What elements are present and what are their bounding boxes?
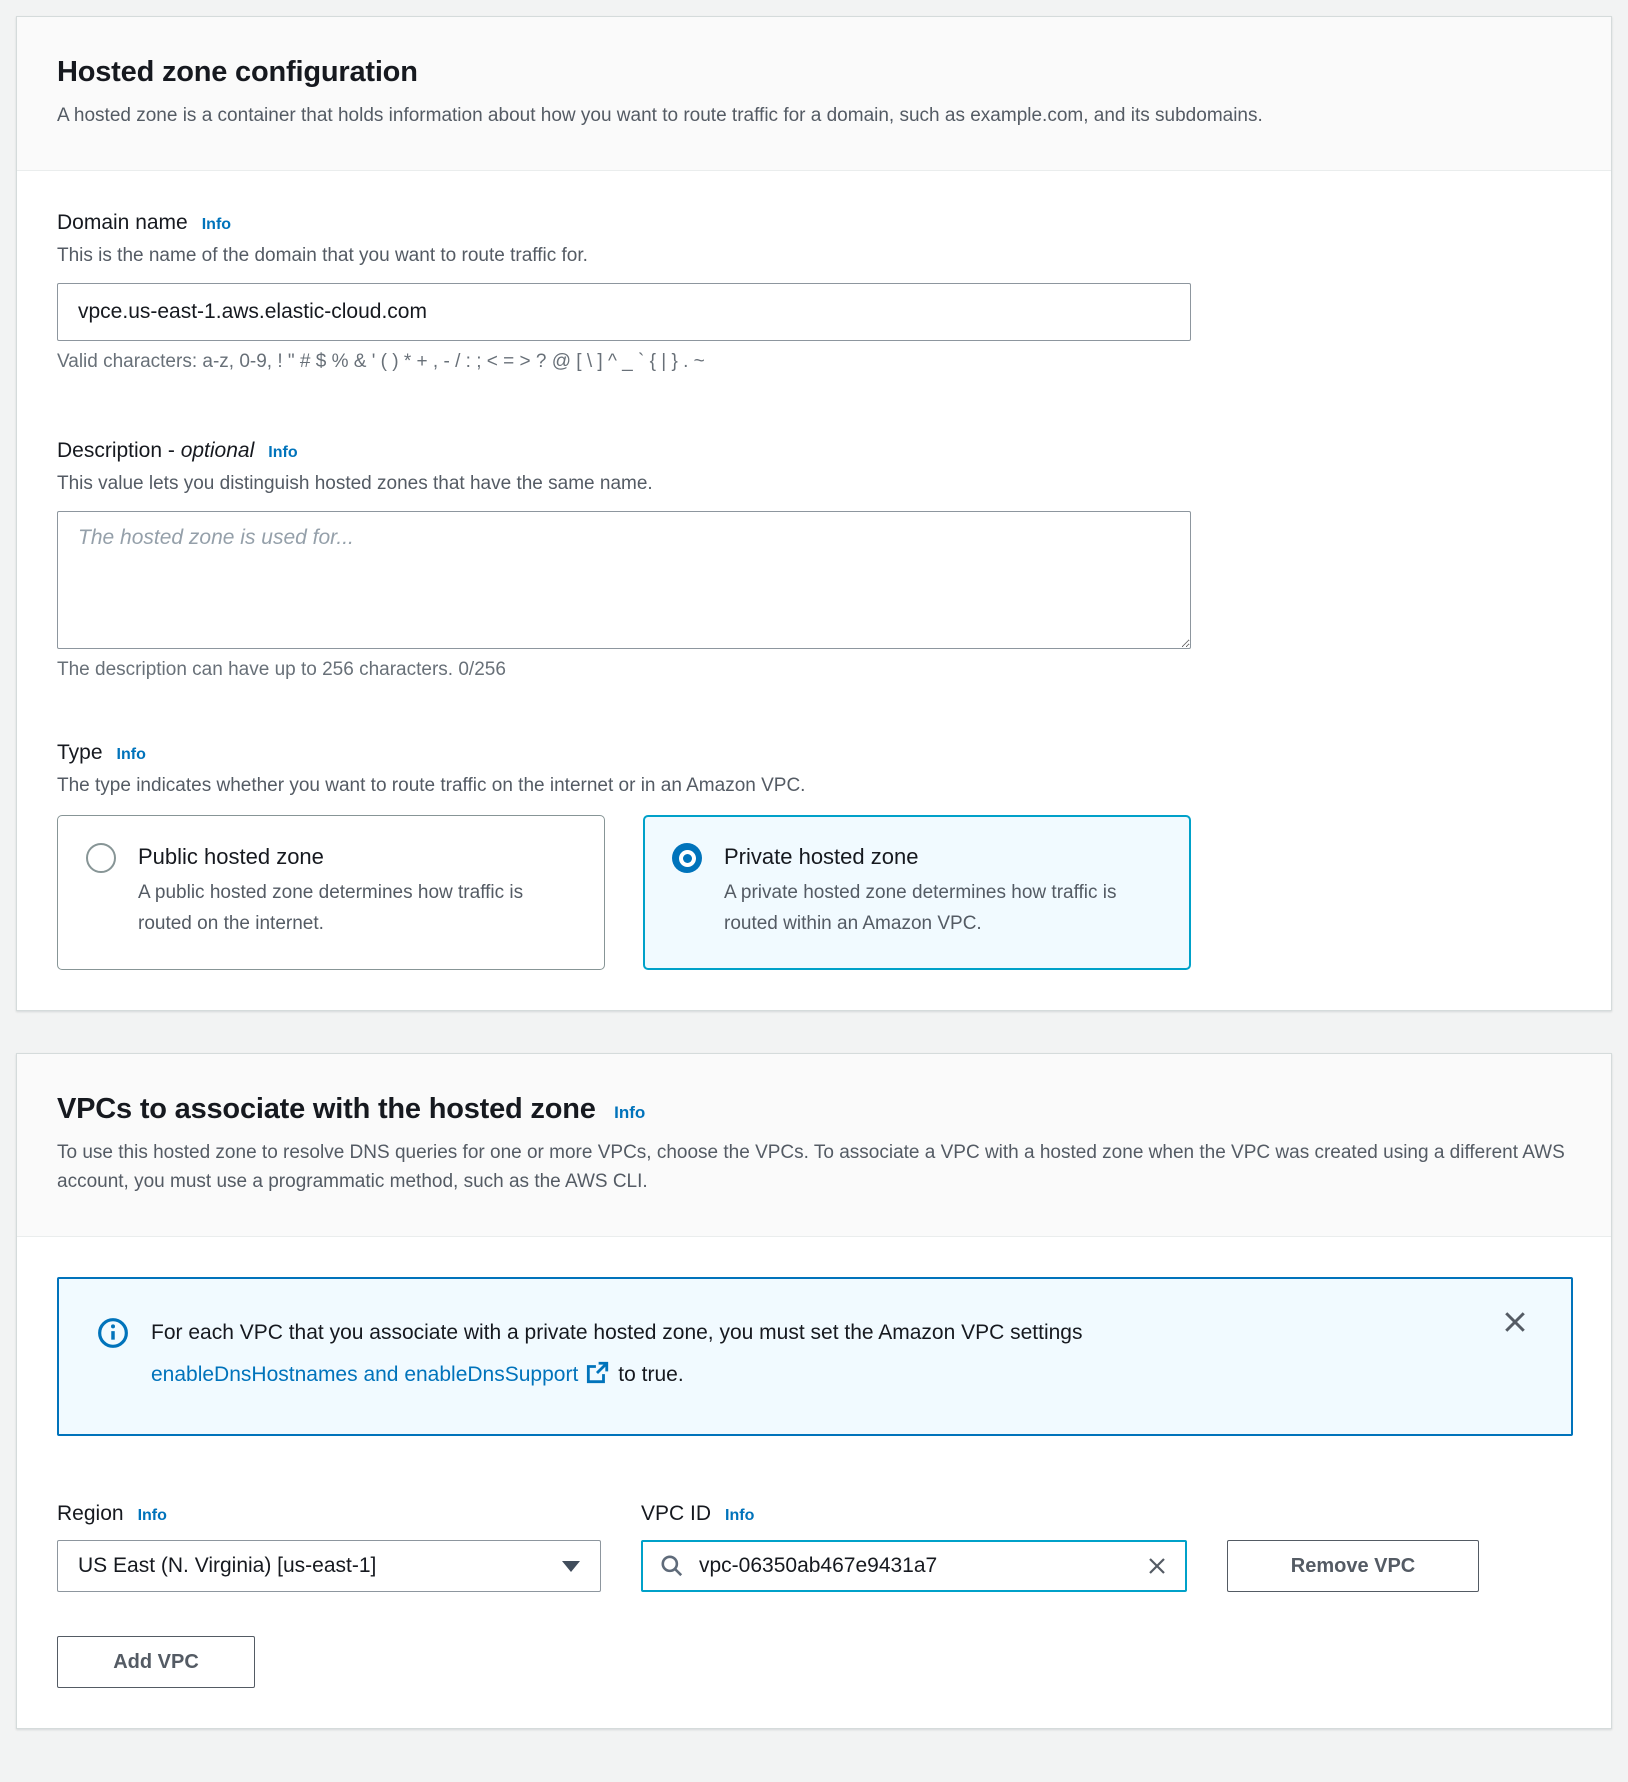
hosted-zone-card-body bbox=[17, 171, 1611, 1010]
tile-private-description: A private hosted zone determines how traffic is routed within an Amazon VPC. bbox=[724, 882, 1117, 934]
external-link-icon bbox=[584, 1368, 610, 1391]
vpcs-associate-card bbox=[16, 1053, 1612, 1729]
tile-private-hosted-zone[interactable] bbox=[643, 815, 1191, 970]
tile-private-title: Private hosted zone bbox=[724, 844, 919, 869]
hosted-zone-card-title: Hosted zone configuration bbox=[57, 56, 418, 88]
domain-name-hint: This is the name of the domain that you want to route traffic for. bbox=[57, 245, 588, 266]
banner-suffix: to true. bbox=[618, 1363, 684, 1386]
info-circle-icon bbox=[97, 1317, 129, 1401]
region-selected-value: US East (N. Virginia) [us-east-1] bbox=[78, 1554, 377, 1577]
remove-vpc-button[interactable]: Remove VPC bbox=[1227, 1540, 1479, 1592]
description-label: Description - optional bbox=[57, 439, 255, 462]
domain-name-constraint: Valid characters: a-z, 0-9, ! " # $ % & ' ( ) * + , - / : ; < = > ? @ [ \ ] ^ _ ` { | } . ~ bbox=[57, 351, 705, 372]
description-textarea[interactable] bbox=[57, 511, 1191, 649]
vpc-id-search-box bbox=[641, 1540, 1187, 1592]
description-info-link[interactable]: Info bbox=[268, 444, 298, 461]
chevron-down-icon bbox=[562, 1561, 580, 1572]
region-field bbox=[57, 1502, 601, 1592]
type-label: Type bbox=[57, 741, 103, 764]
banner-line1: For each VPC that you associate with a private hosted zone, you must set the Amazon VPC settings bbox=[151, 1321, 1083, 1344]
hosted-zone-card-header bbox=[17, 17, 1611, 171]
description-constraint: The description can have up to 256 characters. 0/256 bbox=[57, 659, 506, 680]
vpc-id-label: VPC ID bbox=[641, 1502, 712, 1525]
hosted-zone-card-description: A hosted zone is a container that holds information about how you want to route traffic for a domain, such as example.com, and its subdomains. bbox=[57, 105, 1263, 126]
radio-private-hosted-zone[interactable] bbox=[672, 843, 702, 873]
type-info-link[interactable]: Info bbox=[116, 746, 146, 763]
vpc-id-field bbox=[641, 1502, 1187, 1592]
search-icon bbox=[659, 1553, 685, 1579]
domain-name-info-link[interactable]: Info bbox=[201, 216, 232, 233]
type-hint: The type indicates whether you want to route traffic on the internet or in an Amazon VPC. bbox=[57, 775, 806, 796]
tile-public-description: A public hosted zone determines how traffic is routed on the internet. bbox=[138, 882, 524, 934]
region-label: Region bbox=[57, 1502, 124, 1525]
hosted-zone-configuration-card bbox=[16, 16, 1612, 1011]
vpc-id-input[interactable] bbox=[699, 1554, 1131, 1578]
radio-public-hosted-zone[interactable] bbox=[86, 843, 116, 873]
vpc-card-body bbox=[17, 1237, 1611, 1728]
type-field bbox=[57, 741, 1571, 970]
description-field bbox=[57, 439, 1571, 683]
tile-public-title: Public hosted zone bbox=[138, 844, 324, 869]
vpc-card-info-link[interactable]: Info bbox=[614, 1103, 646, 1122]
banner-text bbox=[151, 1312, 1083, 1401]
vpc-association-row bbox=[57, 1502, 1571, 1592]
tile-public-hosted-zone[interactable] bbox=[57, 815, 605, 970]
add-vpc-button[interactable]: Add VPC bbox=[57, 1636, 255, 1688]
close-icon[interactable] bbox=[1499, 1307, 1531, 1339]
region-info-link[interactable]: Info bbox=[137, 1507, 167, 1524]
description-hint: This value lets you distinguish hosted zones that have the same name. bbox=[57, 473, 653, 494]
info-banner bbox=[57, 1277, 1573, 1436]
type-tiles bbox=[57, 815, 1571, 970]
vpc-card-description: To use this hosted zone to resolve DNS queries for one or more VPCs, choose the VPCs. To associate a VPC with a hosted zone when the VPC was created using a different AWS account, you must use a programmatic method, such as the AWS CLI. bbox=[57, 1142, 1565, 1192]
banner-dns-settings-link[interactable]: enableDnsHostnames and enableDnsSupport bbox=[151, 1363, 579, 1386]
vpc-id-info-link[interactable]: Info bbox=[725, 1507, 755, 1524]
domain-name-input[interactable] bbox=[57, 283, 1191, 341]
vpc-card-header bbox=[17, 1054, 1611, 1237]
region-select[interactable] bbox=[57, 1540, 601, 1592]
clear-icon[interactable] bbox=[1145, 1554, 1169, 1578]
domain-name-label: Domain name bbox=[57, 211, 188, 234]
domain-name-field bbox=[57, 211, 1571, 375]
vpc-card-title: VPCs to associate with the hosted zone bbox=[57, 1093, 596, 1125]
